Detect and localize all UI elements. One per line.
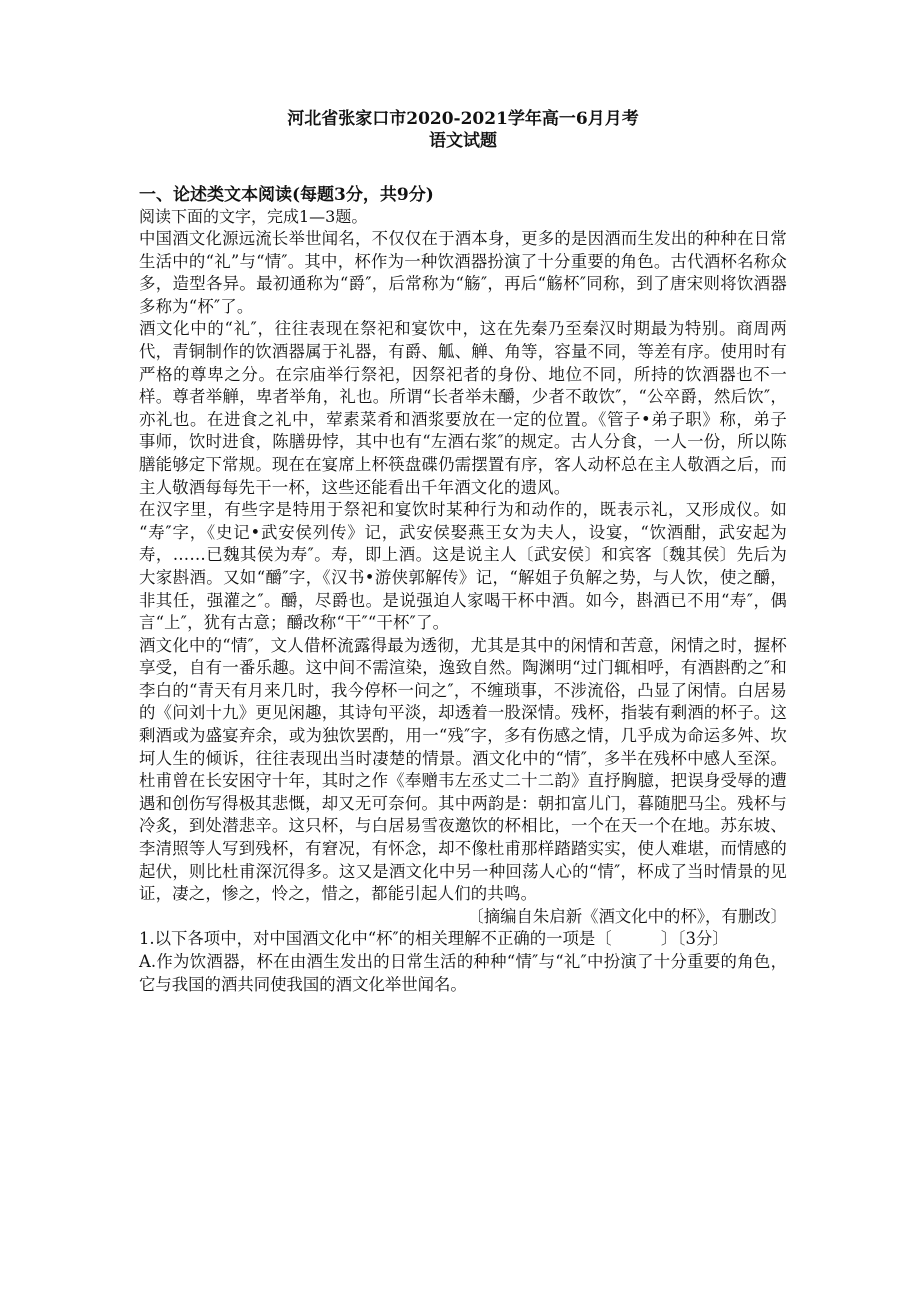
reading-instruction: 阅读下面的文字，完成1—3题。 [139, 207, 368, 226]
passage-paragraph-4: 酒文化中的“情″，文人借杯流露得最为透彻，尤其是其中的闲情和苦意，闲情之时，握杯享受，自有一番乐趣。这中间不需渲染，逸致自然。陶渊明“过门辄相呼，有酒斟酌之″和李白的“青天有月来几时，我今停杯一问之″，不缠琐事，不涉流俗，凸显了闲情。白居易的《问刘十九》更见闲趣，其诗句平淡，却透着一股深情。残杯，指装有剩酒的杯子。这剩酒或为盛宴弃余，或为独饮罢酌，用一“残″字，多有伤感之情，几乎成为命运多舛、坎坷人生的倾诉，往往表现出当时凄楚的情景。酒文化中的“情″，多半在残杯中感人至深。杜甫曾在长安困守十年，其时之作《奉赠韦左丞丈二十二韵》直抒胸臆，把误身受辱的遭遇和创伤写得极其悲慨，却又无可奈何。其中两韵是：朝扣富儿门，暮随肥马尘。残杯与冷炙，到处潜悲辛。这只杯，与白居易雪夜邀饮的杯相比，一个在天一个在地。苏东坡、李清照等人写到残杯，有窘况，有怀念，却不像杜甫那样踏踏实实，使人难堪，而情感的起伏，则比杜甫深沉得多。这又是酒文化中另一种回荡人心的“情″，杯成了当时情景的见证，凄之，惨之，怜之，惜之，都能引起人们的共鸣。 [139, 635, 787, 904]
passage-paragraph-1: 中国酒文化源远流长举世闻名，不仅仅在于酒本身，更多的是因酒而生发出的种种在日常生活中的“礼”与“情″。其中，杯作为一种饮酒器扮演了十分重要的角色。古代酒杯名称众多，造型各异。最初通称为“爵″，后常称为“觞″，再后“觞杯″同称，到了唐宋则将饮酒器多称为“杯″了。 [139, 229, 787, 316]
document-page [139, 108, 787, 996]
question-1-option-a: A.作为饮酒器，杯在由酒生发出的日常生活的种种“情″与“礼″中扮演了十分重要的角色，它与我国的酒共同使我国的酒文化举世闻名。 [139, 952, 787, 994]
document-subtitle: 语文试题 [429, 131, 497, 151]
passage-paragraph-3: 在汉字里，有些字是特用于祭祀和宴饮时某种行为和动作的，既表示礼，又形成仪。如 “寿″字，《史记•武安侯列传》记，武安侯娶燕王女为夫人，设宴，“饮酒酣，武安起为寿，……已魏其侯为寿″。寿，即上酒。这是说主人〔武安侯〕和宾客〔魏其侯〕先后为大家斟酒。又如“釂″字，《汉书•游侠郭解传》记，“解姐子负解之势，与人饮，使之釂，非其任，强灌之″。釂，尽爵也。是说强迫人家喝干杯中酒。如今，斟酒已不用“寿″，偶言“上″，犹有古意；釂改称“干″“干杯″了。 [139, 500, 787, 633]
document-title: 河北省张家口市2020-2021学年高一6月月考 [287, 109, 639, 129]
section-heading: 一、论述类文本阅读(每题3分，共9分) [139, 185, 434, 205]
passage-source: 〔摘编自朱启新《酒文化中的杯》，有删改〕 [467, 906, 787, 926]
question-1: 1.以下各项中，对中国酒文化中“杯″的相关理解不正确的一项是〔 〕〔3分〕 [139, 929, 729, 949]
passage-paragraph-2: 酒文化中的“礼″，往往表现在祭祀和宴饮中，这在先秦乃至秦汉时期最为特别。商周两代，青铜制作的饮酒器属于礼器，有爵、觚、觯、角等，容量不同，等差有序。使用时有严格的尊卑之分。在宗庙举行祭祀，因祭祀者的身份、地位不同，所持的饮酒器也不一样。尊者举觯，卑者举角，礼也。所谓“长者举未釂，少者不敢饮″，“公卒爵，然后饮″，亦礼也。在进食之礼中，荤素菜肴和酒浆要放在一定的位置。《管子•弟子职》称，弟子事师，饮时进食，陈膳毋悖，其中也有“左酒右浆″的规定。古人分食，一人一份，所以陈膳能够定下常规。现在在宴席上杯筷盘碟仍需摆置有序，客人动杯总在主人敬酒之后，而主人敬酒每每先干一杯，这些还能看出千年酒文化的遗风。 [139, 319, 787, 497]
